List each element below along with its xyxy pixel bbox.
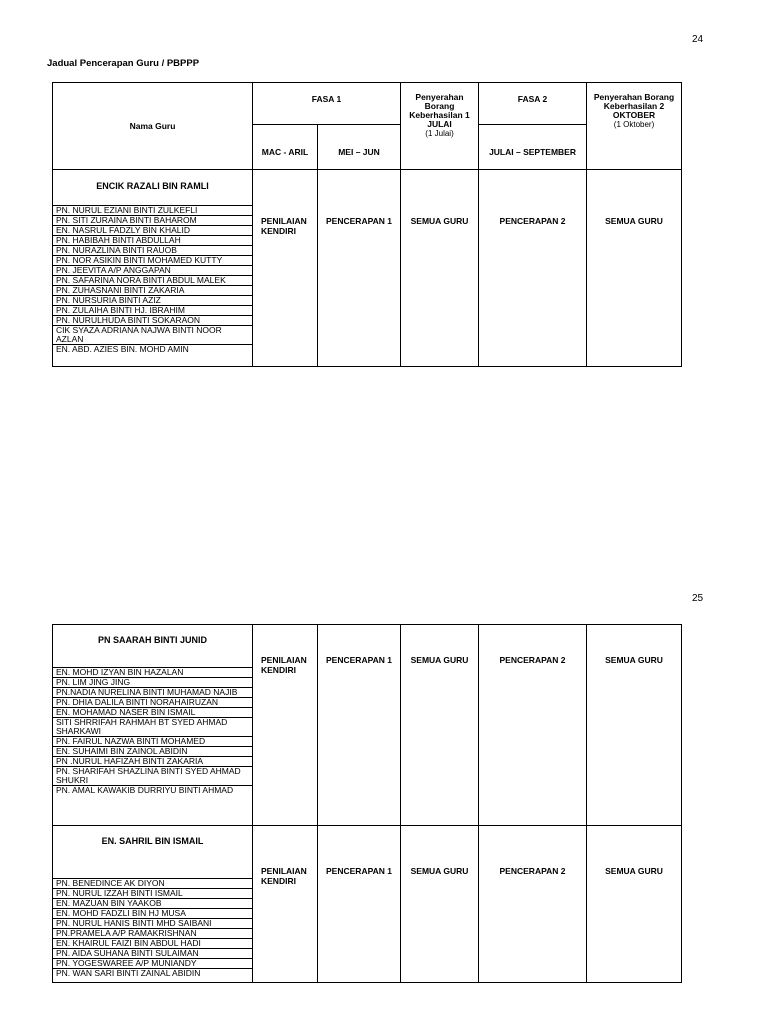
member-list bbox=[53, 878, 252, 978]
list-item: PN. JEEVITA A/P ANGGAPAN bbox=[53, 265, 252, 275]
list-item: PN.NADIA NURELINA BINTI MUHAMAD NAJIB bbox=[53, 687, 252, 697]
header-mac-aril: MAC - ARIL bbox=[253, 125, 318, 170]
list-item: PN. HABIBAH BINTI ABDULLAH bbox=[53, 235, 252, 245]
list-item: SITI SHRRIFAH RAHMAH BT SYED AHMAD SHARKAWI bbox=[53, 717, 252, 736]
list-item: EN. MOHD FADZLI BIN HJ MUSA bbox=[53, 908, 252, 918]
group-cell-sahril bbox=[53, 826, 253, 983]
penyerahan2-label: Penyerahan Borang Keberhasilan 2 bbox=[593, 92, 675, 111]
list-item: EN. SUHAIMI BIN ZAINOL ABIDIN bbox=[53, 746, 252, 756]
list-item: PN. NURUL IZZAH BINTI ISMAIL bbox=[53, 888, 252, 898]
list-item: PN. NURSURIA BINTI AZIZ bbox=[53, 295, 252, 305]
cell-semua-guru-2: SEMUA GURU bbox=[587, 826, 682, 983]
list-item: PN. NURUL EZIANI BINTI ZULKEFLI bbox=[53, 205, 252, 215]
cell-penilaian: PENILAIAN KENDIRI bbox=[253, 826, 318, 983]
list-item: PN. AIDA SUHANA BINTI SULAIMAN bbox=[53, 948, 252, 958]
list-item: PN. SHARIFAH SHAZLINA BINTI SYED AHMAD SHUKRI bbox=[53, 766, 252, 785]
header-penyerahan2 bbox=[587, 83, 682, 170]
penyerahan1-label: Penyerahan Borang Keberhasilan 1 bbox=[409, 92, 470, 120]
list-item: PN. NURUL HANIS BINTI MHD SAIBANI bbox=[53, 918, 252, 928]
list-item: PN. NURULHUDA BINTI SOKARAON bbox=[53, 315, 252, 325]
list-item: PN. ZUHASNANI BINTI ZAKARIA bbox=[53, 285, 252, 295]
cell-penilaian: PENILAIAN KENDIRI bbox=[253, 170, 318, 367]
cell-pencerapan1: PENCERAPAN 1 bbox=[318, 170, 401, 367]
list-item: PN. DHIA DALILA BINTI NORAHAIRUZAN bbox=[53, 697, 252, 707]
penyerahan1-date: (1 Julai) bbox=[425, 129, 454, 138]
header-nama-guru: Nama Guru bbox=[53, 83, 253, 170]
list-item: PN. NURAZLINA BINTI RAUOB bbox=[53, 245, 252, 255]
list-item: PN. YOGESWAREE A/P MUNIANDY bbox=[53, 958, 252, 968]
list-item: EN. MOHD IZYAN BIN HAZALAN bbox=[53, 667, 252, 677]
list-item: PN. WAN SARI BINTI ZAINAL ABIDIN bbox=[53, 968, 252, 978]
list-item: EN. MOHAMAD NASER BIN ISMAIL bbox=[53, 707, 252, 717]
penyerahan2-date: (1 Oktober) bbox=[613, 120, 655, 129]
cell-semua-guru-2: SEMUA GURU bbox=[587, 170, 682, 367]
schedule-table-1 bbox=[52, 82, 682, 367]
header-penyerahan1 bbox=[401, 83, 479, 170]
header-fasa2: FASA 2 bbox=[479, 83, 587, 125]
list-item: PN. SITI ZURAINA BINTI BAHAROM bbox=[53, 215, 252, 225]
cell-semua-guru-1: SEMUA GURU bbox=[401, 826, 479, 983]
group-leader: PN SAARAH BINTI JUNID bbox=[97, 635, 207, 645]
document-title: Jadual Pencerapan Guru / PBPPP bbox=[47, 58, 200, 69]
list-item: PN. BENEDINCE AK DIYON bbox=[53, 878, 252, 888]
header-mei-jun: MEI – JUN bbox=[318, 125, 401, 170]
header-fasa1: FASA 1 bbox=[253, 83, 401, 125]
group-cell-razali bbox=[53, 170, 253, 367]
member-list bbox=[53, 667, 252, 795]
list-item: EN. MAZUAN BIN YAAKOB bbox=[53, 898, 252, 908]
cell-pencerapan1: PENCERAPAN 1 bbox=[318, 826, 401, 983]
list-item: PN. FAIRUL NAZWA BINTI MOHAMED bbox=[53, 736, 252, 746]
cell-semua-guru-2: SEMUA GURU bbox=[587, 625, 682, 826]
list-item: PN .NURUL HAFIZAH BINTI ZAKARIA bbox=[53, 756, 252, 766]
cell-pencerapan2: PENCERAPAN 2 bbox=[479, 826, 587, 983]
cell-pencerapan1: PENCERAPAN 1 bbox=[318, 625, 401, 826]
penyerahan1-month: JULAI bbox=[427, 119, 452, 129]
list-item: PN. NOR ASIKIN BINTI MOHAMED KUTTY bbox=[53, 255, 252, 265]
group-cell-saarah bbox=[53, 625, 253, 826]
list-item: PN. LIM JING JING bbox=[53, 677, 252, 687]
member-list bbox=[53, 205, 252, 354]
group-leader: EN. SAHRIL BIN ISMAIL bbox=[101, 836, 204, 846]
list-item: EN. KHAIRUL FAIZI BIN ABDUL HADI bbox=[53, 938, 252, 948]
cell-semua-guru-1: SEMUA GURU bbox=[401, 170, 479, 367]
page-number: 25 bbox=[692, 593, 704, 604]
list-item: EN. NASRUL FADZLY BIN KHALID bbox=[53, 225, 252, 235]
list-item: PN. AMAL KAWAKIB DURRIYU BINTI AHMAD bbox=[53, 785, 252, 795]
cell-penilaian: PENILAIAN KENDIRI bbox=[253, 625, 318, 826]
page-number: 24 bbox=[692, 34, 704, 45]
list-item: PN. SAFARINA NORA BINTI ABDUL MALEK bbox=[53, 275, 252, 285]
header-julai-september: JULAI – SEPTEMBER bbox=[479, 125, 587, 170]
list-item: PN.PRAMELA A/P RAMAKRISHNAN bbox=[53, 928, 252, 938]
list-item: CIK SYAZA ADRIANA NAJWA BINTI NOOR AZLAN bbox=[53, 325, 252, 344]
schedule-table-2 bbox=[52, 624, 682, 983]
penyerahan2-month: OKTOBER bbox=[612, 110, 656, 120]
cell-pencerapan2: PENCERAPAN 2 bbox=[479, 625, 587, 826]
list-item: PN. ZULAIHA BINTI HJ. IBRAHIM bbox=[53, 305, 252, 315]
cell-semua-guru-1: SEMUA GURU bbox=[401, 625, 479, 826]
cell-pencerapan2: PENCERAPAN 2 bbox=[479, 170, 587, 367]
group-leader: ENCIK RAZALI BIN RAMLI bbox=[96, 181, 209, 191]
list-item: EN. ABD. AZIES BIN. MOHD AMIN bbox=[53, 344, 252, 354]
